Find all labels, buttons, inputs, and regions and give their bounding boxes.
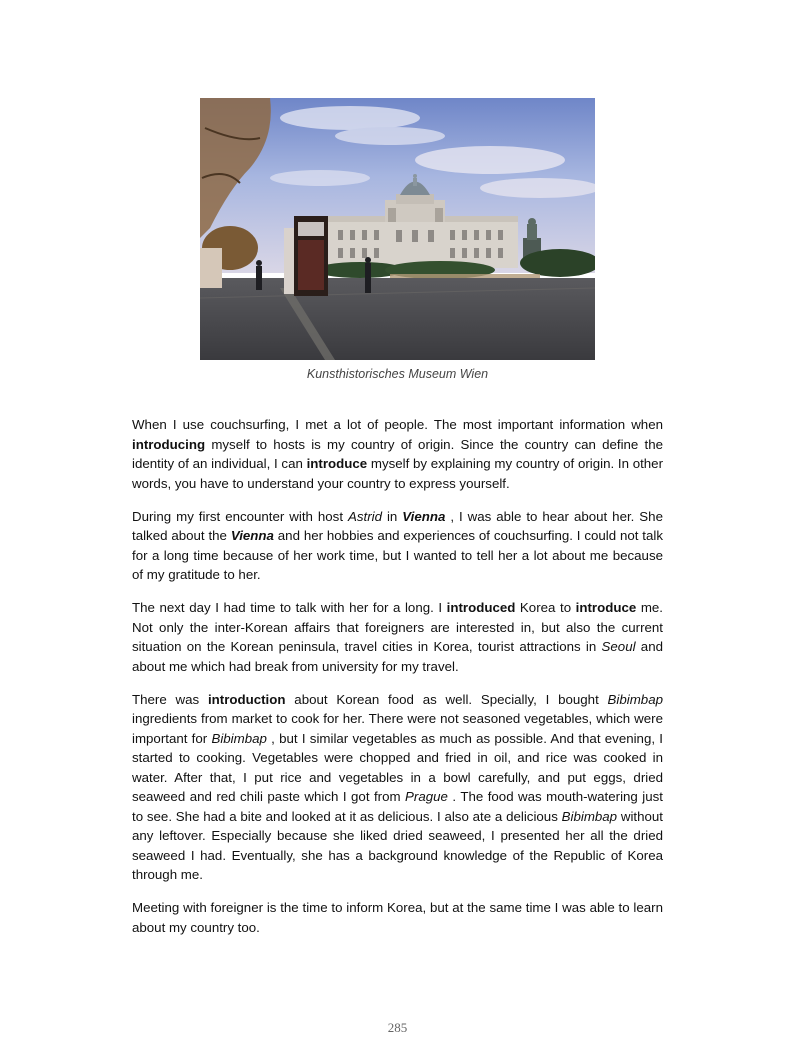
text-run: ingredients from market to cook for her. There were not seasoned vegetables, which were important for (132, 711, 663, 746)
info-kiosk (284, 216, 328, 296)
text-run: about Korean food as well. Specially, I bought (285, 691, 608, 707)
text-run: Meeting with foreigner is the time to inform Korea, but at the same time I was able to learn about my country too. (132, 900, 663, 935)
paragraph (132, 598, 663, 676)
figure-caption: Kunsthistorisches Museum Wien (306, 367, 489, 381)
bold-italic-text-run: Vienna (402, 508, 446, 524)
bold-text-run: introduce (306, 456, 368, 471)
italic-text-run: Bibimbap (607, 691, 663, 707)
bold-italic-text-run: Vienna (230, 528, 274, 543)
text-run: The next day I had time to talk with her for a long. I (132, 600, 447, 615)
text-run: in (381, 508, 403, 524)
text-run: me. Not only the inter-Korean affairs that foreigners are interested in, but also the current situation on the Korean peninsula, travel cities in Korea, tourist attractions in (132, 600, 663, 654)
paragraph (132, 690, 663, 885)
vehicle (200, 248, 222, 288)
italic-text-run: Bibimbap (211, 730, 267, 746)
text-run: Korea to (515, 600, 576, 615)
text-run: myself by explaining my country of origin. In other words, you have to understand your country to express yourself. (132, 456, 664, 491)
paragraph (132, 415, 663, 493)
road (200, 278, 595, 360)
bold-text-run: introduced (446, 600, 516, 615)
paragraph (132, 507, 663, 585)
body-text (132, 415, 663, 951)
text-run: . The food was mouth-watering just to see. She had a bite and looked at it as delicious. I also ate a delicious (132, 789, 663, 824)
italic-text-run: Seoul (601, 639, 636, 654)
italic-text-run: Prague (405, 789, 448, 804)
bold-text-run: introduction (207, 691, 286, 707)
italic-text-run: Astrid (347, 508, 382, 524)
text-run: , I was able to hear about her. She talked about the (132, 508, 663, 543)
museum-photo (200, 98, 595, 360)
text-run: , but I similar vegetables as much as possible. And that evening, I started to cooking. Vegetables were chopped and fried in oil, and rice was cooked in water. After that, I put rice and vegetables in a bowl carefully, and put eggs, dried seaweed and red chili paste which I got from (132, 730, 663, 804)
text-run: During my first encounter with host (132, 508, 348, 524)
text-run: and about me which had break from university for my travel. (132, 639, 663, 674)
text-run: and her hobbies and experiences of couchsurfing. I could not talk for a long time because of her work time, but I wanted to tell her a lot about me because of my gratitude to her. (132, 528, 664, 582)
text-run: without any leftover. Especially because she liked dried seaweed, I presented her all the dried seaweed I had. Eventually, she has a background knowledge of the Republic of Korea through me. (132, 808, 663, 882)
bold-text-run: introducing (132, 436, 206, 452)
page-number: 285 (387, 1020, 408, 1035)
paragraph (132, 898, 663, 937)
italic-text-run: Bibimbap (561, 808, 618, 824)
bold-text-run: introduce (575, 600, 637, 615)
text-run: When I use couchsurfing, I met a lot of people. The most important information when (132, 417, 663, 432)
text-run: myself to hosts is my country of origin. Since the country can define the identity of an individual, I can (132, 436, 663, 471)
text-run: There was (132, 691, 208, 707)
